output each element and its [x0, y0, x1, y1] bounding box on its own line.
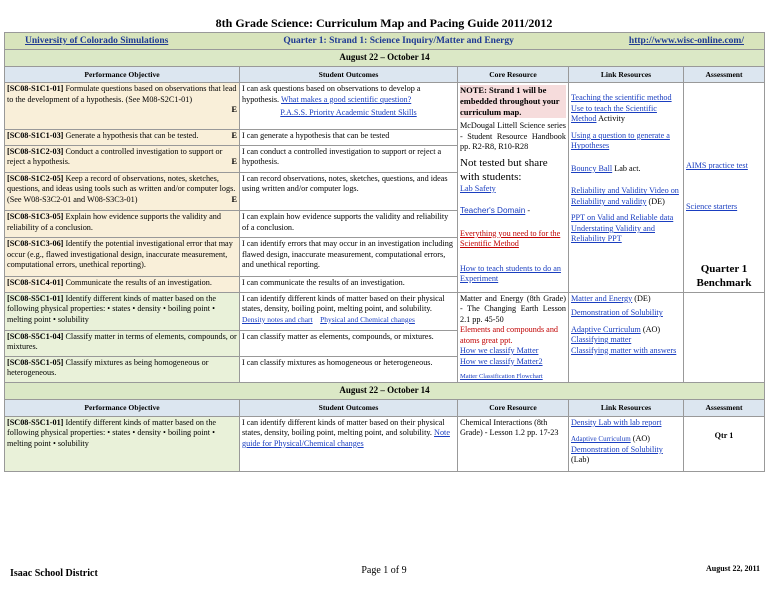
table-row — [5, 83, 765, 130]
outcome-text: I can identify errors that may occur in an investigation including flawed design, inaccurate measurement, computational errors, and unethical reporting. — [240, 238, 458, 277]
ao-label: (AO) — [642, 324, 661, 334]
teachers-domain-dash: - — [527, 206, 531, 216]
e-marker: E — [231, 194, 237, 204]
outcome-text: I can explain how evidence supports the validity and reliability of a conclusion. — [240, 211, 458, 238]
standard-code: [SC08-S1C2-03] — [7, 146, 64, 156]
objective-text: Identify different kinds of matter based on the following physical properties: • states • density • boiling point • melting point • solubility — [7, 417, 217, 448]
quarter-strand-label: Quarter 1: Strand 1: Science Inquiry/Matter and Energy — [283, 36, 514, 46]
standard-code: [SC08-S1C1-03] — [7, 131, 64, 141]
matter-energy-link[interactable]: Matter and Energy — [571, 293, 633, 303]
standard-code: [SC08-S5C1-01] — [7, 417, 64, 427]
objective-text: Conduct a controlled investigation to support or reject a hypothesis. — [7, 146, 223, 167]
standard-code: [SC08-S5C1-05] — [7, 357, 64, 367]
lab-label: (Lab) — [571, 455, 590, 465]
district-name: Isaac School District — [10, 568, 98, 579]
density-notes-link[interactable]: Density notes and chart — [242, 314, 313, 324]
standard-code: [SC08-S1C3-05] — [7, 212, 64, 222]
note-guide-link[interactable]: Note guide for Physical/Chemical changes — [242, 428, 450, 448]
date-band-2 — [5, 383, 765, 400]
page-number: Page 1 of 9 — [361, 565, 407, 576]
solubility-demo-link[interactable]: Demonstration of Solubility — [571, 308, 663, 318]
top-bar-row — [5, 33, 765, 50]
outcome-text: I can conduct a controlled investigation to support or reject a hypothesis. — [240, 145, 458, 172]
reliability-validity-link[interactable]: Reliability and Validity Video on Reliability and validity — [571, 186, 679, 206]
physical-chemical-changes-link[interactable]: Physical and Chemical changes — [320, 314, 415, 324]
outcome-text: I can record observations, notes, sketches, questions, and ideas using written and/or computer logs. — [240, 172, 458, 211]
header-row-2 — [5, 399, 765, 416]
table-row — [5, 292, 765, 330]
adaptive-curriculum-link[interactable]: Adaptive Curriculum — [571, 324, 641, 334]
objective-text: Formulate questions based on observations that lead to the development of a hypothesis. (See M08-S2C1-01) — [7, 84, 237, 104]
objective-text: Keep a record of observations, notes, sketches, questions, and ideas using tools such as written and/or computer logs. (See W08-S3C2-01 and W08-S3C3-01) — [7, 173, 236, 204]
not-tested-label: Not tested but share with students: — [460, 156, 548, 183]
question-hypotheses-link[interactable]: Using a question to generate a Hypotheses — [571, 130, 670, 151]
header-assessment: Assessment — [684, 399, 765, 416]
density-lab-link[interactable]: Density Lab with lab report — [571, 417, 662, 427]
objective-text: Generate a hypothesis that can be tested. — [65, 131, 199, 141]
mcdougal-resource: McDougal Littell Science series - Student Resource Handbook pp. R2-R8, R10-R28 — [460, 121, 566, 152]
outcome-text: I can ask questions based on observations to develop a hypothesis. — [242, 84, 421, 104]
good-question-link[interactable]: What makes a good scientific question? — [280, 94, 412, 104]
solubility-demo-link[interactable]: Demonstration of Solubility — [571, 444, 663, 454]
standard-code: [SC08-S1C2-05] — [7, 173, 64, 183]
matter-flowchart-link[interactable]: Matter Classification Flowchart — [460, 373, 543, 381]
objective-text: Identify different kinds of matter based on the following physical properties: • states • density • boiling point • melting point • solubility — [7, 293, 217, 324]
strand-note: NOTE: Strand 1 will be embedded throughout your curriculum map. — [460, 85, 566, 118]
e-marker: E — [231, 157, 237, 167]
e-marker: E — [231, 131, 237, 141]
de-label: (DE) — [648, 196, 665, 206]
objective-text: Explain how evidence supports the validity and reliability of a conclusion. — [7, 212, 221, 232]
colorado-simulations-link[interactable]: University of Colorado Simulations — [25, 36, 169, 46]
header-performance-objective: Performance Objective — [5, 66, 240, 83]
aims-practice-test-link[interactable]: AIMS practice test — [686, 161, 748, 171]
everything-scientific-method-link[interactable]: Everything you need to for the Scientific Method — [460, 228, 561, 249]
header-student-outcomes: Student Outcomes — [240, 399, 458, 416]
pass-link[interactable]: P.A.S.S. Priority Academic Student Skills — [280, 108, 417, 118]
quarter-benchmark: Quarter 1 Benchmark — [696, 263, 752, 290]
header-core-resource: Core Resource — [458, 66, 569, 83]
science-starters-link[interactable]: Science starters — [686, 201, 738, 211]
bouncy-ball-link[interactable]: Bouncy Ball — [571, 163, 613, 173]
objective-text: Identify the potential investigational error that may occur (e.g., flawed investigational design, inaccurate measurement, computational errors, unethical reporting). — [7, 239, 233, 270]
objective-text: Classify matter in terms of elements, compounds, or mixtures. — [7, 331, 237, 352]
how-to-experiment-link[interactable]: How to teach students to do an Experiment — [460, 263, 561, 284]
header-link-resources: Link Resources — [569, 66, 684, 83]
ao-label: (AO) — [632, 434, 651, 444]
date-range: August 22 – October 14 — [5, 50, 765, 67]
understanding-validity-link[interactable]: Understating Validity and Reliability PPT — [571, 223, 655, 244]
adaptive-curriculum-link[interactable]: Adaptive Curriculum — [571, 435, 631, 444]
standard-code: [SC08-S5C1-01] — [7, 293, 64, 303]
curriculum-table — [4, 32, 765, 472]
chemical-interactions-resource: Chemical Interactions (8th Grade) - Lesson 1.2 pp. 17-23 — [458, 416, 569, 471]
header-link-resources: Link Resources — [569, 399, 684, 416]
header-assessment: Assessment — [684, 66, 765, 83]
classify-matter2-link[interactable]: How we classify Matter2 — [460, 356, 543, 366]
footer-date: August 22, 2011 — [705, 564, 760, 573]
header-student-outcomes: Student Outcomes — [240, 66, 458, 83]
lab-safety-link[interactable]: Lab Safety — [460, 183, 496, 193]
outcome-text: I can communicate the results of an investigation. — [240, 277, 458, 292]
activity-label: Activity — [598, 114, 625, 124]
standard-code: [SC08-S1C4-01] — [7, 278, 64, 288]
outcome-text: I can identify different kinds of matter based on their physical states, density, boiling point, melting point, and solubility. — [242, 417, 445, 438]
de-label: (DE) — [634, 293, 651, 303]
header-core-resource: Core Resource — [458, 399, 569, 416]
e-marker: E — [231, 105, 237, 115]
outcome-text: I can classify matter as elements, compounds, or mixtures. — [240, 330, 458, 356]
header-performance-objective: Performance Objective — [5, 399, 240, 416]
document-title: 8th Grade Science: Curriculum Map and Pacing Guide 2011/2012 — [215, 16, 553, 30]
scientific-method-link[interactable]: Use to teach the Scientific Method — [571, 103, 657, 124]
objective-text: Communicate the results of an investigation. — [65, 278, 212, 288]
lab-act-label: Lab act. — [614, 163, 641, 173]
outcome-text: I can classify mixtures as homogeneous or heterogeneous. — [240, 356, 458, 382]
outcome-text: I can identify different kinds of matter based on their physical states, density, boiling point, melting point, and solubility. — [242, 293, 445, 314]
wisc-online-link[interactable]: http://www.wisc-online.com/ — [628, 36, 744, 46]
date-band — [5, 50, 765, 67]
classifying-matter-link[interactable]: Classifying matter — [571, 335, 632, 345]
teachers-domain-link[interactable]: Teacher's Domain — [460, 206, 526, 216]
standard-code: [SC08-S5C1-04] — [7, 331, 64, 341]
classify-matter-link[interactable]: How we classify Matter — [460, 346, 539, 356]
ppt-valid-reliable-link[interactable]: PPT on Valid and Reliable data — [571, 213, 674, 223]
header-row — [5, 66, 765, 83]
table-row — [5, 416, 765, 471]
classifying-matter-answers-link[interactable]: Classifying matter with answers — [571, 345, 677, 355]
matter-energy-resource: Matter and Energy (8th Grade) - The Changing Earth Lesson 2.1 pp. 45-50 — [460, 293, 566, 324]
outcome-text: I can generate a hypothesis that can be tested — [240, 130, 458, 145]
standard-code: [SC08-S1C3-06] — [7, 239, 64, 249]
teaching-scientific-method-link[interactable]: Teaching the scientific method — [571, 93, 672, 103]
standard-code: [SC08-S1C1-01] — [7, 84, 64, 94]
objective-text: Classify mixtures as being homogeneous or heterogeneous. — [7, 357, 209, 378]
qtr-1-assessment: Qtr 1 — [684, 416, 765, 471]
date-range-2: August 22 – October 14 — [5, 383, 765, 400]
elements-compounds-note: Elements and compounds and atoms great ppt. — [460, 325, 559, 345]
